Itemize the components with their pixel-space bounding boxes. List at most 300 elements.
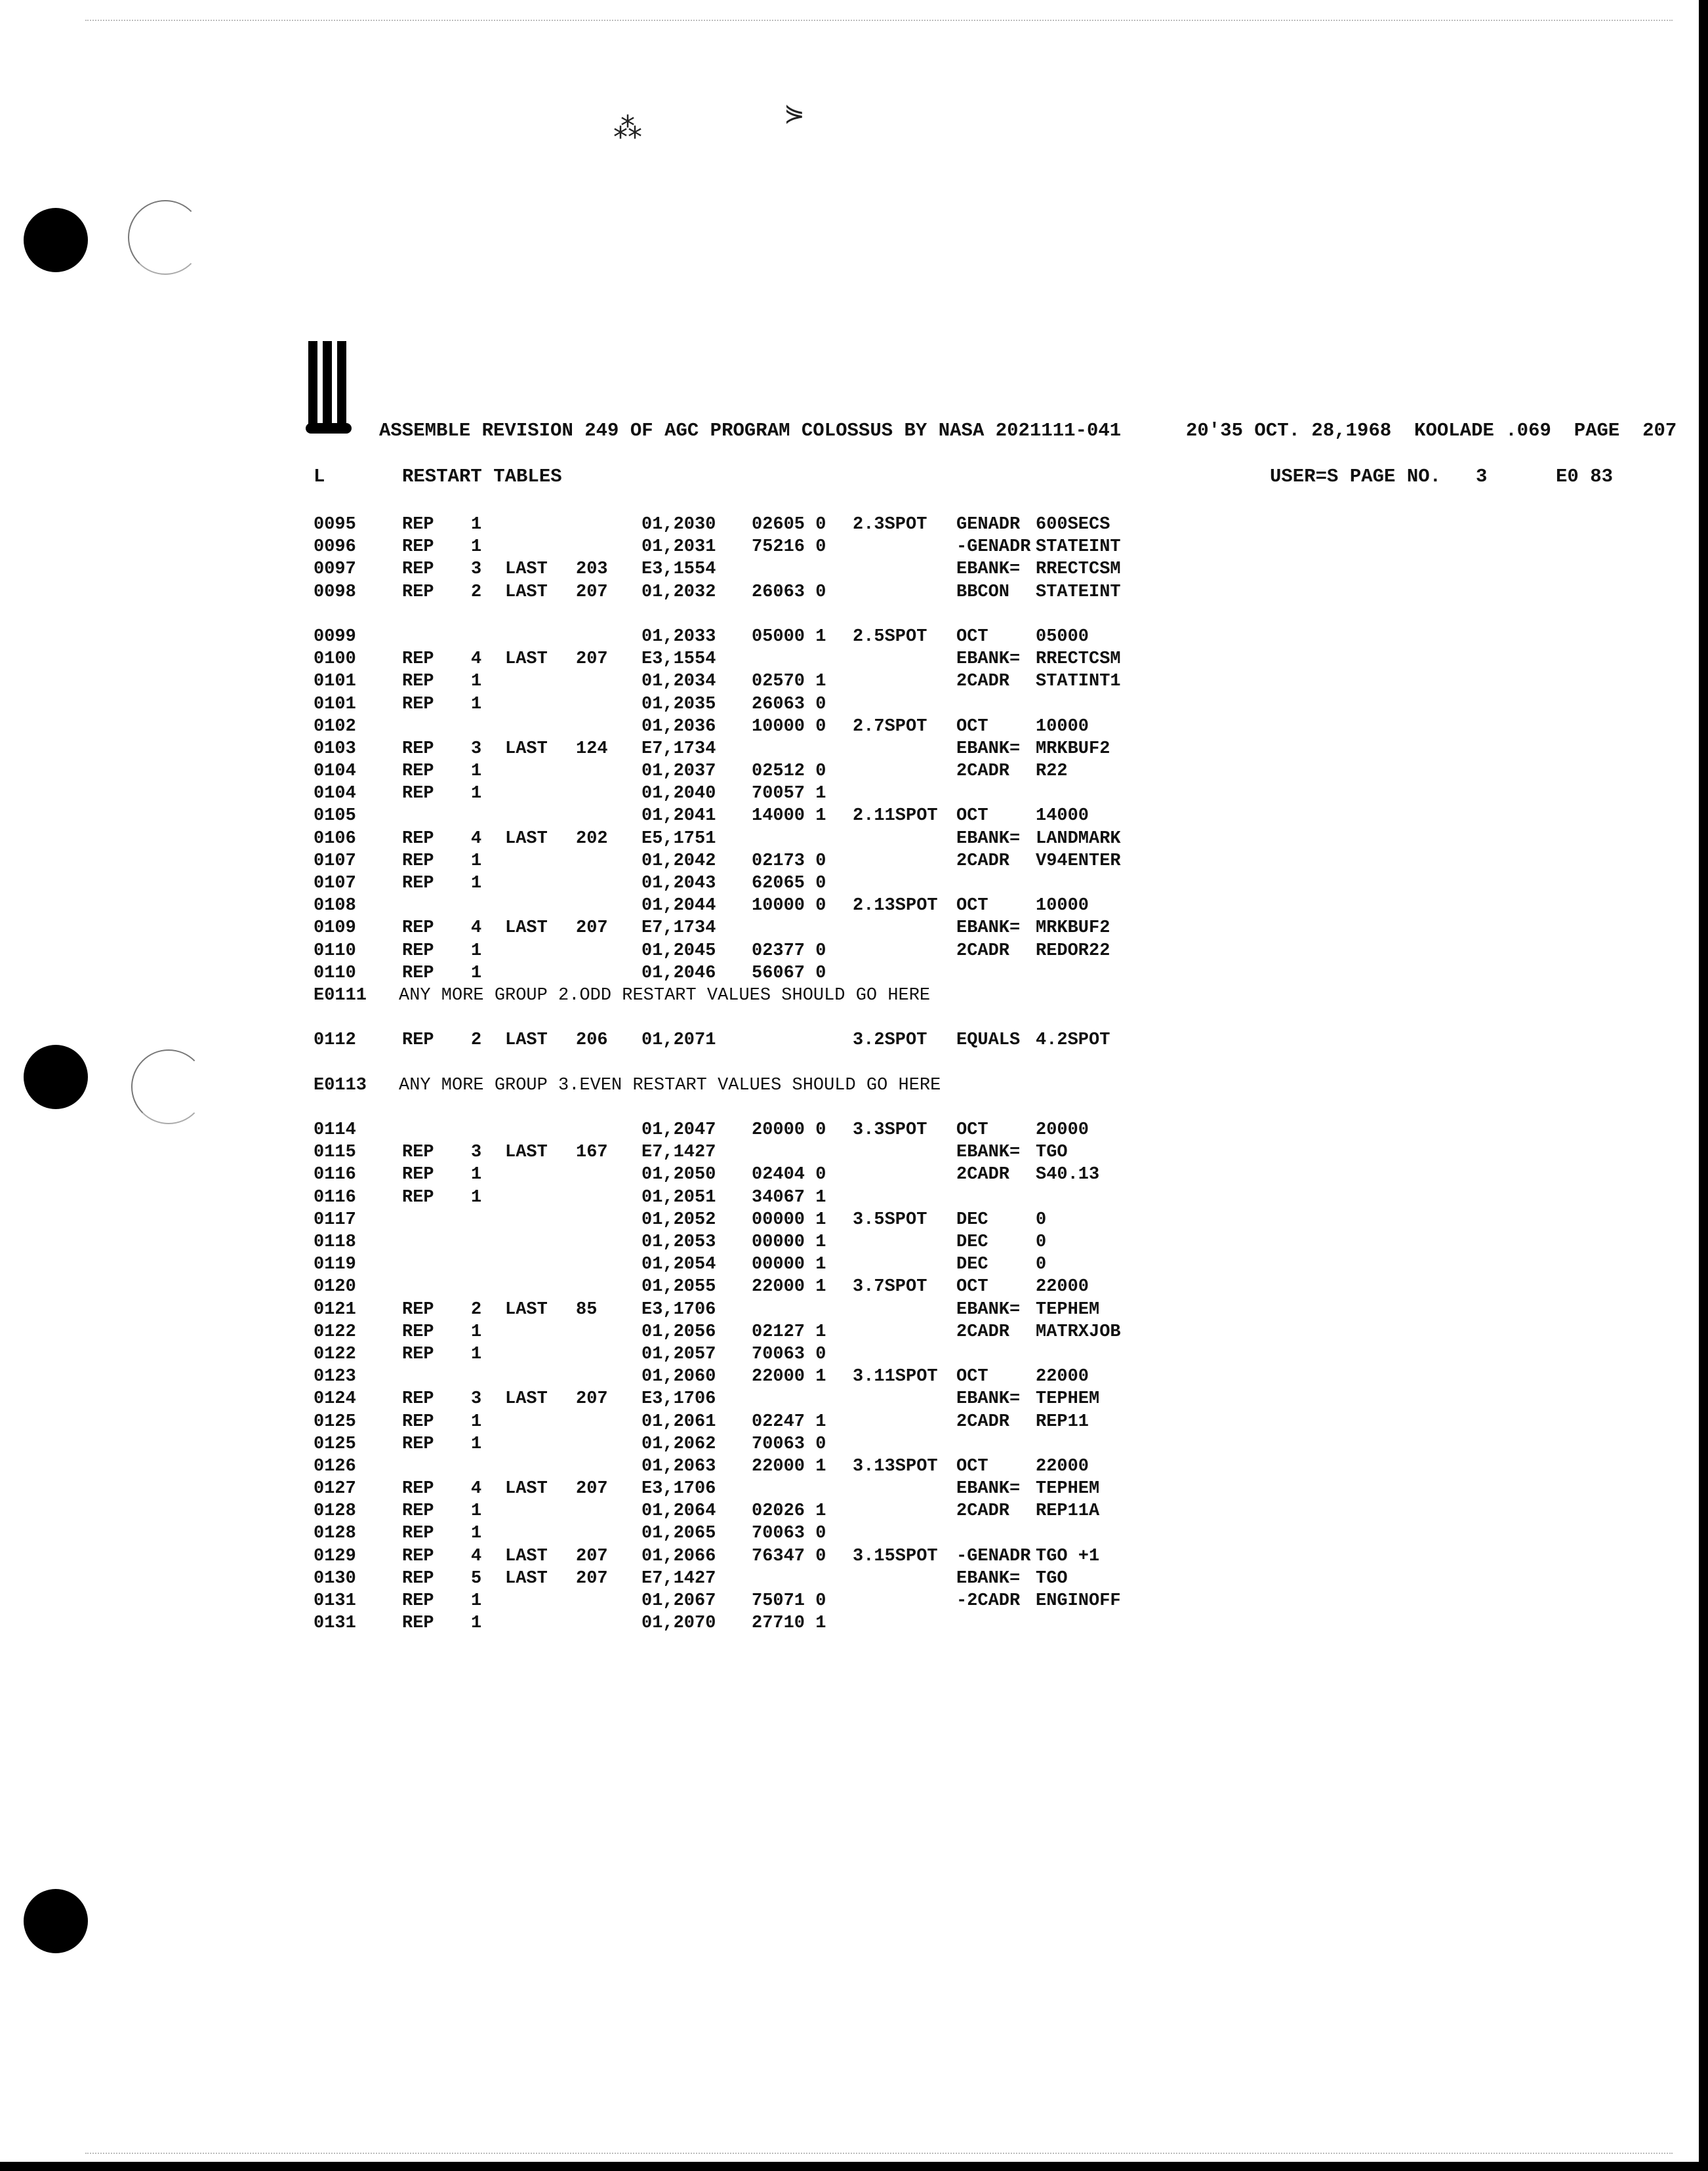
address: E7,1427 <box>641 1568 716 1589</box>
rep-count: 1 <box>471 941 482 961</box>
rep-count: 1 <box>471 1322 482 1342</box>
octal-value: 22000 1 <box>752 1367 826 1387</box>
operand: RRECTCSM <box>1036 649 1121 670</box>
binder-hole <box>24 208 88 272</box>
rep-count: 3 <box>471 1143 482 1163</box>
octal-value: 26063 0 <box>752 694 826 714</box>
last-value: 207 <box>576 582 608 602</box>
line-number: 0103 <box>314 739 356 759</box>
rep-marker: REP <box>402 1344 434 1364</box>
line-number: 0127 <box>314 1479 356 1499</box>
octal-value: 02377 0 <box>752 941 826 961</box>
opcode: EBANK= <box>956 1389 1021 1410</box>
opcode: DEC <box>956 1255 988 1275</box>
rep-count: 3 <box>471 1389 482 1410</box>
opcode: 2CADR <box>956 851 1010 871</box>
line-number: 0101 <box>314 694 356 714</box>
rep-marker: REP <box>402 828 434 849</box>
address: 01,2044 <box>641 896 716 916</box>
last-marker: LAST <box>505 1568 548 1589</box>
line-number: 0101 <box>314 672 356 692</box>
address: 01,2054 <box>641 1255 716 1275</box>
octal-value: 62065 0 <box>752 874 826 893</box>
address: E5,1751 <box>641 828 716 849</box>
octal-value: 56067 0 <box>752 963 826 983</box>
rep-marker: REP <box>402 1322 434 1342</box>
operand: TGO <box>1036 1143 1068 1163</box>
operand: REDOR22 <box>1036 941 1110 961</box>
octal-value: 02127 1 <box>752 1322 826 1342</box>
address: E3,1706 <box>641 1479 716 1499</box>
rep-marker: REP <box>402 1389 434 1410</box>
address: 01,2071 <box>641 1030 716 1051</box>
address: E7,1427 <box>641 1143 716 1163</box>
address: E7,1734 <box>641 918 716 939</box>
octal-value: 22000 1 <box>752 1277 826 1297</box>
octal-value: 14000 1 <box>752 806 826 826</box>
rep-marker: REP <box>402 1187 434 1207</box>
rep-count: 1 <box>471 1524 482 1544</box>
operand: STATEINT <box>1036 537 1121 558</box>
last-value: 207 <box>576 1389 608 1410</box>
opcode: EQUALS <box>956 1030 1021 1051</box>
scan-smudge: ⁂ <box>613 112 642 145</box>
rep-count: 2 <box>471 1030 482 1051</box>
line-number: E0113 <box>314 1075 367 1095</box>
operand: 10000 <box>1036 716 1089 737</box>
clip-mark <box>323 341 332 426</box>
address: 01,2050 <box>641 1165 716 1185</box>
rep-marker: REP <box>402 582 434 602</box>
line-number: 0104 <box>314 784 356 804</box>
last-value: 207 <box>576 649 608 670</box>
operand: 0 <box>1036 1209 1047 1230</box>
operand: S40.13 <box>1036 1165 1100 1185</box>
opcode: OCT <box>956 1367 988 1387</box>
opcode: OCT <box>956 716 988 737</box>
octal-value: 22000 1 <box>752 1456 826 1476</box>
line-number: 0125 <box>314 1411 356 1432</box>
rep-marker: REP <box>402 941 434 961</box>
address: 01,2070 <box>641 1613 716 1634</box>
scan-noise-top <box>85 20 1673 21</box>
rep-count: 1 <box>471 1187 482 1207</box>
operand: MRKBUF2 <box>1036 918 1110 939</box>
rep-count: 1 <box>471 851 482 871</box>
octal-value: 26063 0 <box>752 582 826 602</box>
label: 2.13SPOT <box>853 896 938 916</box>
operand: TGO +1 <box>1036 1546 1100 1566</box>
octal-value: 00000 1 <box>752 1209 826 1230</box>
rep-marker: REP <box>402 851 434 871</box>
line-number: 0097 <box>314 559 356 580</box>
address: E3,1554 <box>641 559 716 580</box>
opcode: 2CADR <box>956 1322 1010 1342</box>
label: 3.15SPOT <box>853 1546 938 1566</box>
operand: 05000 <box>1036 626 1089 647</box>
listing-header-left: ASSEMBLE REVISION 249 OF AGC PROGRAM COLOSSUS BY NASA 2021111-041 <box>379 420 1122 441</box>
rep-count: 2 <box>471 1299 482 1320</box>
address: 01,2041 <box>641 806 716 826</box>
line-number: 0129 <box>314 1546 356 1566</box>
line-number: 0115 <box>314 1143 356 1163</box>
line-number: 0125 <box>314 1434 356 1454</box>
opcode: 2CADR <box>956 1165 1010 1185</box>
last-marker: LAST <box>505 559 548 580</box>
last-marker: LAST <box>505 1479 548 1499</box>
address: 01,2040 <box>641 784 716 804</box>
opcode: OCT <box>956 806 988 826</box>
line-number: 0095 <box>314 515 356 535</box>
rep-count: 5 <box>471 1568 482 1589</box>
rep-count: 2 <box>471 582 482 602</box>
line-number: 0107 <box>314 874 356 893</box>
address: 01,2035 <box>641 694 716 714</box>
octal-value: 02512 0 <box>752 761 826 782</box>
user-page-number: 3 <box>1476 466 1488 487</box>
operand: 14000 <box>1036 806 1089 826</box>
last-marker: LAST <box>505 828 548 849</box>
line-number: 0128 <box>314 1501 356 1522</box>
opcode: EBANK= <box>956 1143 1021 1163</box>
address: E7,1734 <box>641 739 716 759</box>
address: 01,2053 <box>641 1232 716 1252</box>
rep-marker: REP <box>402 649 434 670</box>
rep-marker: REP <box>402 918 434 939</box>
opcode: DEC <box>956 1232 988 1252</box>
operand: MRKBUF2 <box>1036 739 1110 759</box>
last-value: 85 <box>576 1299 598 1320</box>
line-number: 0123 <box>314 1367 356 1387</box>
octal-value: 70063 0 <box>752 1524 826 1544</box>
listing-header-right: 20'35 OCT. 28,1968 KOOLADE .069 PAGE 207 <box>1186 420 1677 441</box>
line-number: 0098 <box>314 582 356 602</box>
rep-count: 1 <box>471 1411 482 1432</box>
scan-noise-bottom <box>85 2153 1673 2154</box>
line-number: 0122 <box>314 1344 356 1364</box>
address: 01,2032 <box>641 582 716 602</box>
octal-value: 02605 0 <box>752 515 826 535</box>
address: 01,2056 <box>641 1322 716 1342</box>
line-number: 0112 <box>314 1030 356 1051</box>
octal-value: 10000 0 <box>752 716 826 737</box>
opcode: OCT <box>956 896 988 916</box>
rep-marker: REP <box>402 761 434 782</box>
rep-count: 1 <box>471 784 482 804</box>
line-number: 0114 <box>314 1120 356 1141</box>
line-number: 0121 <box>314 1299 356 1320</box>
last-value: 167 <box>576 1143 608 1163</box>
rep-count: 1 <box>471 1434 482 1454</box>
operand: 22000 <box>1036 1277 1089 1297</box>
rep-marker: REP <box>402 694 434 714</box>
label: 3.13SPOT <box>853 1456 938 1476</box>
address: 01,2063 <box>641 1456 716 1476</box>
last-marker: LAST <box>505 1389 548 1410</box>
operand: ENGINOFF <box>1036 1591 1121 1611</box>
address: 01,2066 <box>641 1546 716 1566</box>
rep-count: 1 <box>471 1613 482 1634</box>
rep-marker: REP <box>402 874 434 893</box>
operand: RRECTCSM <box>1036 559 1121 580</box>
line-number: 0106 <box>314 828 356 849</box>
rep-count: 4 <box>471 1479 482 1499</box>
opcode: -GENADR <box>956 1546 1031 1566</box>
address: E3,1554 <box>641 649 716 670</box>
line-number: 0107 <box>314 851 356 871</box>
address: 01,2031 <box>641 537 716 558</box>
last-value: 202 <box>576 828 608 849</box>
operand: 600SECS <box>1036 515 1110 535</box>
rep-count: 1 <box>471 1501 482 1522</box>
last-value: 206 <box>576 1030 608 1051</box>
last-marker: LAST <box>505 739 548 759</box>
line-number: 0110 <box>314 941 356 961</box>
rep-marker: REP <box>402 1030 434 1051</box>
rep-marker: REP <box>402 1524 434 1544</box>
octal-value: 00000 1 <box>752 1232 826 1252</box>
octal-value: 02173 0 <box>752 851 826 871</box>
address: 01,2061 <box>641 1411 716 1432</box>
clip-mark <box>308 341 317 426</box>
address: 01,2051 <box>641 1187 716 1207</box>
label: 2.7SPOT <box>853 716 927 737</box>
rep-count: 1 <box>471 515 482 535</box>
rep-marker: REP <box>402 559 434 580</box>
rep-marker: REP <box>402 1501 434 1522</box>
operand: 0 <box>1036 1232 1047 1252</box>
octal-value: 70063 0 <box>752 1434 826 1454</box>
operand: 22000 <box>1036 1367 1089 1387</box>
octal-value: 02247 1 <box>752 1411 826 1432</box>
rep-count: 4 <box>471 828 482 849</box>
line-number: 0108 <box>314 896 356 916</box>
line-number: 0102 <box>314 716 356 737</box>
rep-count: 1 <box>471 1591 482 1611</box>
rep-count: 1 <box>471 761 482 782</box>
operand: 22000 <box>1036 1456 1089 1476</box>
label: 2.5SPOT <box>853 626 927 647</box>
octal-value: 75071 0 <box>752 1591 826 1611</box>
clip-mark <box>337 341 346 426</box>
label: 3.7SPOT <box>853 1277 927 1297</box>
address: 01,2045 <box>641 941 716 961</box>
opcode: 2CADR <box>956 672 1010 692</box>
rep-count: 1 <box>471 874 482 893</box>
opcode: EBANK= <box>956 918 1021 939</box>
label: 3.11SPOT <box>853 1367 938 1387</box>
rep-count: 3 <box>471 559 482 580</box>
opcode: DEC <box>956 1209 988 1230</box>
address: 01,2055 <box>641 1277 716 1297</box>
octal-value: 05000 1 <box>752 626 826 647</box>
opcode: 2CADR <box>956 1501 1010 1522</box>
line-number: 0120 <box>314 1277 356 1297</box>
address: 01,2047 <box>641 1120 716 1141</box>
line-number: 0131 <box>314 1591 356 1611</box>
last-marker: LAST <box>505 1299 548 1320</box>
last-marker: LAST <box>505 1546 548 1566</box>
rep-marker: REP <box>402 515 434 535</box>
octal-value: 20000 0 <box>752 1120 826 1141</box>
section-title: RESTART TABLES <box>402 466 562 487</box>
label: 3.5SPOT <box>853 1209 927 1230</box>
last-value: 207 <box>576 1568 608 1589</box>
octal-value: 70063 0 <box>752 1344 826 1364</box>
operand: REP11 <box>1036 1411 1089 1432</box>
line-number: 0117 <box>314 1209 356 1230</box>
address: 01,2033 <box>641 626 716 647</box>
rep-marker: REP <box>402 784 434 804</box>
rep-marker: REP <box>402 1143 434 1163</box>
line-number: 0100 <box>314 649 356 670</box>
last-marker: LAST <box>505 1143 548 1163</box>
rep-marker: REP <box>402 1591 434 1611</box>
operand: 20000 <box>1036 1120 1089 1141</box>
address: 01,2036 <box>641 716 716 737</box>
opcode: EBANK= <box>956 1479 1021 1499</box>
opcode: OCT <box>956 1277 988 1297</box>
last-value: 207 <box>576 1546 608 1566</box>
operand: TEPHEM <box>1036 1389 1100 1410</box>
binder-hole-shadow <box>128 200 203 275</box>
rep-marker: REP <box>402 1546 434 1566</box>
rep-count: 3 <box>471 739 482 759</box>
address: 01,2064 <box>641 1501 716 1522</box>
operand: V94ENTER <box>1036 851 1121 871</box>
address: 01,2052 <box>641 1209 716 1230</box>
line-number: E0111 <box>314 985 367 1005</box>
last-marker: LAST <box>505 649 548 670</box>
opcode: OCT <box>956 1456 988 1476</box>
octal-value: 02404 0 <box>752 1165 826 1185</box>
line-number: 0104 <box>314 761 356 782</box>
address: 01,2062 <box>641 1434 716 1454</box>
binder-hole <box>24 1889 88 1953</box>
last-marker: LAST <box>505 582 548 602</box>
rep-marker: REP <box>402 1568 434 1589</box>
binder-hole <box>24 1045 88 1109</box>
line-number: 0122 <box>314 1322 356 1342</box>
operand: LANDMARK <box>1036 828 1121 849</box>
address: 01,2067 <box>641 1591 716 1611</box>
last-value: 207 <box>576 918 608 939</box>
operand: STATINT1 <box>1036 672 1121 692</box>
last-value: 207 <box>576 1479 608 1499</box>
line-number: 0110 <box>314 963 356 983</box>
octal-value: 10000 0 <box>752 896 826 916</box>
line-number: 0118 <box>314 1232 356 1252</box>
binder-hole-shadow <box>131 1049 206 1124</box>
operand: TEPHEM <box>1036 1299 1100 1320</box>
rep-count: 1 <box>471 694 482 714</box>
rep-marker: REP <box>402 1613 434 1634</box>
octal-value: 02026 1 <box>752 1501 826 1522</box>
label: 2.11SPOT <box>853 806 938 826</box>
rep-marker: REP <box>402 1411 434 1432</box>
opcode: EBANK= <box>956 1568 1021 1589</box>
line-number: 0131 <box>314 1613 356 1634</box>
octal-value: 76347 0 <box>752 1546 826 1566</box>
line-number: 0109 <box>314 918 356 939</box>
opcode: GENADR <box>956 515 1021 535</box>
last-value: 203 <box>576 559 608 580</box>
octal-value: 00000 1 <box>752 1255 826 1275</box>
opcode: OCT <box>956 626 988 647</box>
rep-marker: REP <box>402 1434 434 1454</box>
rep-marker: REP <box>402 1165 434 1185</box>
rep-count: 1 <box>471 1165 482 1185</box>
address: 01,2060 <box>641 1367 716 1387</box>
opcode: EBANK= <box>956 828 1021 849</box>
rep-marker: REP <box>402 739 434 759</box>
clip-mark <box>306 423 352 434</box>
line-number: 0119 <box>314 1255 356 1275</box>
comment-text: ANY MORE GROUP 3.EVEN RESTART VALUES SHOULD GO HERE <box>399 1075 941 1095</box>
rep-count: 1 <box>471 1344 482 1364</box>
label: 3.2SPOT <box>853 1030 927 1051</box>
last-marker: LAST <box>505 1030 548 1051</box>
last-marker: LAST <box>505 918 548 939</box>
label: 3.3SPOT <box>853 1120 927 1141</box>
rep-marker: REP <box>402 1299 434 1320</box>
operand: TGO <box>1036 1568 1068 1589</box>
opcode: OCT <box>956 1120 988 1141</box>
opcode: 2CADR <box>956 761 1010 782</box>
rep-count: 1 <box>471 537 482 558</box>
address: 01,2065 <box>641 1524 716 1544</box>
octal-value: 02570 1 <box>752 672 826 692</box>
scan-smudge: ⋟ <box>784 98 805 127</box>
address: 01,2037 <box>641 761 716 782</box>
rep-count: 4 <box>471 1546 482 1566</box>
line-number: 0096 <box>314 537 356 558</box>
opcode: 2CADR <box>956 1411 1010 1432</box>
operand: STATEINT <box>1036 582 1121 602</box>
octal-value: 70057 1 <box>752 784 826 804</box>
operand: 4.2SPOT <box>1036 1030 1110 1051</box>
address: 01,2046 <box>641 963 716 983</box>
opcode: EBANK= <box>956 1299 1021 1320</box>
listing-code: E0 83 <box>1556 466 1614 487</box>
rep-count: 1 <box>471 963 482 983</box>
opcode: EBANK= <box>956 559 1021 580</box>
operand: 10000 <box>1036 896 1089 916</box>
rep-marker: REP <box>402 1479 434 1499</box>
address: 01,2042 <box>641 851 716 871</box>
rep-marker: REP <box>402 672 434 692</box>
opcode: EBANK= <box>956 649 1021 670</box>
comment-text: ANY MORE GROUP 2.ODD RESTART VALUES SHOULD GO HERE <box>399 985 931 1005</box>
line-number: 0116 <box>314 1165 356 1185</box>
listing-letter: L <box>314 466 325 487</box>
line-number: 0128 <box>314 1524 356 1544</box>
operand: R22 <box>1036 761 1068 782</box>
line-number: 0116 <box>314 1187 356 1207</box>
address: 01,2030 <box>641 515 716 535</box>
rep-count: 4 <box>471 918 482 939</box>
opcode: -GENADR <box>956 537 1031 558</box>
rep-count: 4 <box>471 649 482 670</box>
line-number: 0105 <box>314 806 356 826</box>
operand: 0 <box>1036 1255 1047 1275</box>
opcode: EBANK= <box>956 739 1021 759</box>
address: 01,2034 <box>641 672 716 692</box>
octal-value: 75216 0 <box>752 537 826 558</box>
opcode: -2CADR <box>956 1591 1021 1611</box>
line-number: 0130 <box>314 1568 356 1589</box>
operand: TEPHEM <box>1036 1479 1100 1499</box>
